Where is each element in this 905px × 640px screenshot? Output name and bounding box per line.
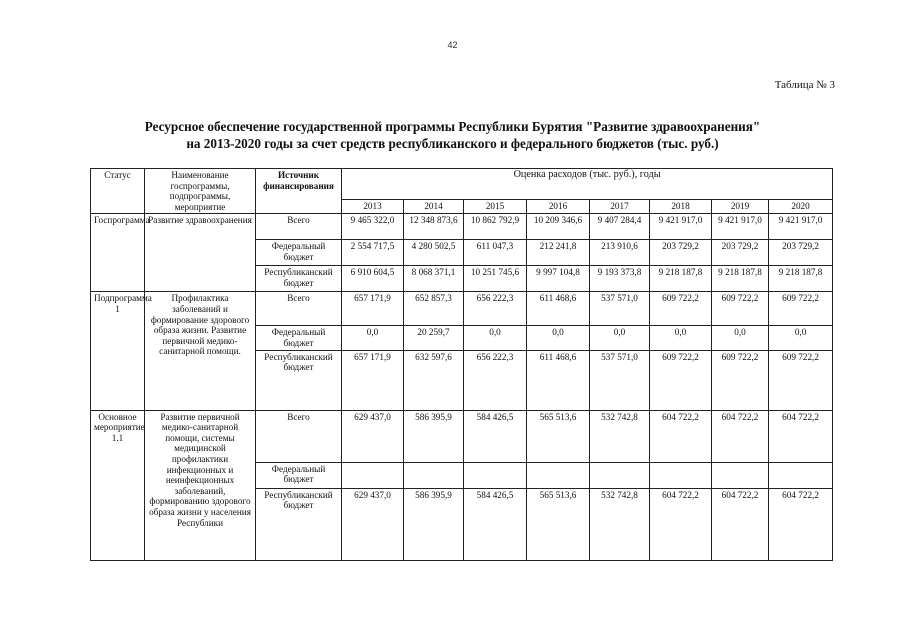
value-cell: 604 722,2: [712, 488, 769, 560]
header-source: Источник финансирования: [256, 169, 342, 214]
value-cell: 9 421 917,0: [650, 214, 712, 240]
value-cell: 8 068 371,1: [404, 266, 464, 292]
header-year: 2018: [650, 200, 712, 214]
value-cell: 203 729,2: [712, 240, 769, 266]
row-source: Федеральный бюджет: [256, 462, 342, 488]
value-cell: 9 218 187,8: [769, 266, 833, 292]
value-cell: 9 218 187,8: [650, 266, 712, 292]
header-year: 2015: [464, 200, 527, 214]
value-cell: 9 465 322,0: [342, 214, 404, 240]
table-row: [91, 410, 833, 462]
header-year: 2017: [590, 200, 650, 214]
value-cell: 0,0: [712, 326, 769, 350]
value-cell: 203 729,2: [769, 240, 833, 266]
value-cell: 20 259,7: [404, 326, 464, 350]
value-cell: 611 468,6: [527, 292, 590, 326]
value-cell: 0,0: [342, 326, 404, 350]
value-cell: 0,0: [769, 326, 833, 350]
value-cell: 652 857,3: [404, 292, 464, 326]
value-cell: 0,0: [650, 326, 712, 350]
row-source: Всего: [256, 214, 342, 240]
header-name: Наименование госпрограммы, подпрограммы, мероприятие: [145, 169, 256, 214]
header-year: 2016: [527, 200, 590, 214]
value-cell: 212 241,8: [527, 240, 590, 266]
value-cell: 604 722,2: [650, 488, 712, 560]
value-cell: 0,0: [590, 326, 650, 350]
value-cell: 532 742,8: [590, 410, 650, 462]
value-cell: [769, 462, 833, 488]
title-line-2: на 2013-2020 годы за счет средств республиканского и федерального бюджетов (тыс. руб.): [186, 136, 719, 151]
value-cell: 537 571,0: [590, 292, 650, 326]
value-cell: 9 193 373,8: [590, 266, 650, 292]
value-cell: 0,0: [527, 326, 590, 350]
value-cell: 6 910 604,5: [342, 266, 404, 292]
value-cell: 4 280 502,5: [404, 240, 464, 266]
value-cell: 9 407 284,4: [590, 214, 650, 240]
value-cell: 632 597,6: [404, 350, 464, 410]
title-line-1: Ресурсное обеспечение государственной программы Республики Бурятия "Развитие здравоохранения": [144, 119, 761, 134]
value-cell: 604 722,2: [650, 410, 712, 462]
value-cell: [342, 462, 404, 488]
value-cell: 2 554 717,5: [342, 240, 404, 266]
value-cell: 609 722,2: [712, 292, 769, 326]
row-status: Госпрограмма: [91, 214, 145, 292]
header-year: 2019: [712, 200, 769, 214]
budget-table: [90, 168, 833, 561]
row-source: Федеральный бюджет: [256, 326, 342, 350]
value-cell: 10 251 745,6: [464, 266, 527, 292]
page-number: 42: [447, 40, 458, 50]
value-cell: 586 395,9: [404, 488, 464, 560]
header-status: Статус: [91, 169, 145, 214]
row-source: Всего: [256, 292, 342, 326]
header-year: 2014: [404, 200, 464, 214]
value-cell: [464, 462, 527, 488]
value-cell: 609 722,2: [769, 350, 833, 410]
value-cell: 604 722,2: [769, 488, 833, 560]
value-cell: 609 722,2: [650, 350, 712, 410]
table-row: [91, 292, 833, 326]
row-source: Республиканский бюджет: [256, 350, 342, 410]
row-status: Основное мероприятие 1.1: [91, 410, 145, 560]
table-label: Таблица № 3: [774, 79, 835, 91]
row-name: Профилактика заболеваний и формирование здорового образа жизни. Развитие первичной медико-санитарной помощи.: [145, 292, 256, 410]
value-cell: 657 171,9: [342, 292, 404, 326]
value-cell: 10 862 792,9: [464, 214, 527, 240]
value-cell: 611 468,6: [527, 350, 590, 410]
value-cell: [712, 462, 769, 488]
value-cell: 12 348 873,6: [404, 214, 464, 240]
row-status: Подпрограмма 1: [91, 292, 145, 410]
value-cell: 0,0: [464, 326, 527, 350]
value-cell: 584 426,5: [464, 488, 527, 560]
value-cell: 586 395,9: [404, 410, 464, 462]
row-name: Развитие первичной медико-санитарной помощи, системы медицинской профилактики инфекционных и неинфекционных заболеваний, формированию здорового образа жизни у населения Республики: [145, 410, 256, 560]
value-cell: 203 729,2: [650, 240, 712, 266]
value-cell: 629 437,0: [342, 410, 404, 462]
value-cell: 213 910,6: [590, 240, 650, 266]
value-cell: 604 722,2: [712, 410, 769, 462]
value-cell: 656 222,3: [464, 292, 527, 326]
value-cell: 10 209 346,6: [527, 214, 590, 240]
value-cell: [527, 462, 590, 488]
header-year: 2013: [342, 200, 404, 214]
header-year: 2020: [769, 200, 833, 214]
value-cell: 532 742,8: [590, 488, 650, 560]
row-source: Всего: [256, 410, 342, 462]
value-cell: [590, 462, 650, 488]
value-cell: 565 513,6: [527, 410, 590, 462]
table-row: [91, 214, 833, 240]
document-title: [0, 118, 905, 152]
row-source: Республиканский бюджет: [256, 488, 342, 560]
header-estimate: Оценка расходов (тыс. руб.), годы: [342, 169, 833, 200]
value-cell: 609 722,2: [769, 292, 833, 326]
value-cell: 9 218 187,8: [712, 266, 769, 292]
value-cell: 657 171,9: [342, 350, 404, 410]
value-cell: 656 222,3: [464, 350, 527, 410]
value-cell: 9 421 917,0: [712, 214, 769, 240]
value-cell: 611 047,3: [464, 240, 527, 266]
value-cell: [404, 462, 464, 488]
value-cell: 9 421 917,0: [769, 214, 833, 240]
value-cell: 9 997 104,8: [527, 266, 590, 292]
value-cell: 609 722,2: [712, 350, 769, 410]
value-cell: 537 571,0: [590, 350, 650, 410]
row-source: Республиканский бюджет: [256, 266, 342, 292]
value-cell: 584 426,5: [464, 410, 527, 462]
value-cell: 629 437,0: [342, 488, 404, 560]
row-name: Развитие здравоохранения: [145, 214, 256, 292]
value-cell: 604 722,2: [769, 410, 833, 462]
value-cell: 609 722,2: [650, 292, 712, 326]
value-cell: [650, 462, 712, 488]
value-cell: 565 513,6: [527, 488, 590, 560]
row-source: Федеральный бюджет: [256, 240, 342, 266]
